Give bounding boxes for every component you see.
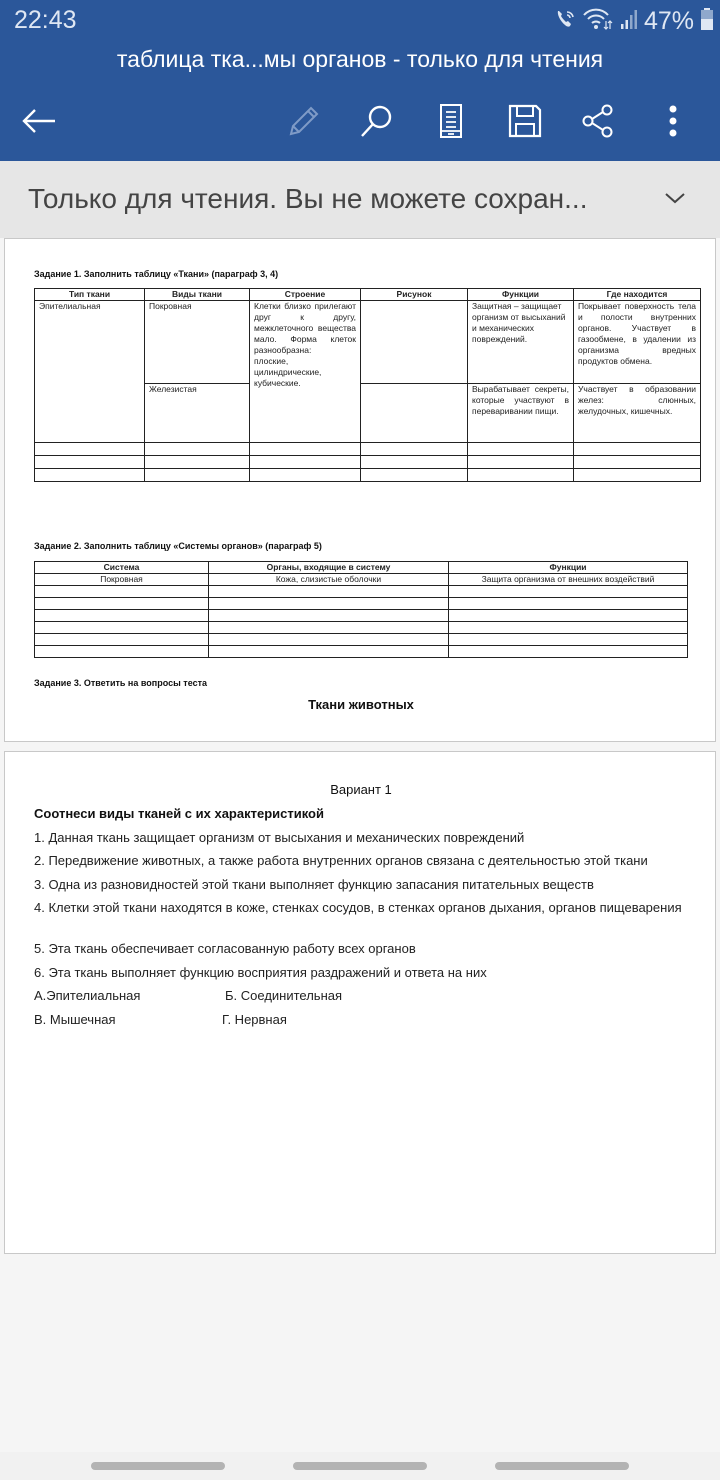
- column-header: Органы, входящие в систему: [209, 562, 449, 574]
- wifi-icon: [582, 7, 614, 36]
- option-g: Г. Нервная: [222, 1012, 287, 1027]
- column-header: Функции: [449, 562, 688, 574]
- organs-cell: Кожа, слизистые оболочки: [209, 574, 449, 586]
- table-row-empty: [35, 456, 701, 469]
- toolbar: [0, 96, 720, 146]
- app-header: [0, 0, 720, 161]
- question-5: 5. Эта ткань обеспечивает согласованную работу всех органов: [34, 941, 416, 956]
- option-v: В. Мышечная: [34, 1012, 116, 1027]
- question-3: 3. Одна из разновидностей этой ткани выполняет функцию запасания питательных веществ: [34, 877, 594, 892]
- table-row-empty: [35, 443, 701, 456]
- read-only-banner[interactable]: [0, 161, 720, 238]
- nav-recents-button[interactable]: [91, 1462, 225, 1470]
- column-header: Функции: [468, 289, 574, 301]
- save-icon: [507, 103, 543, 139]
- battery-percent: 47%: [643, 6, 694, 35]
- tissues-table: [34, 288, 701, 482]
- back-button[interactable]: [14, 96, 64, 146]
- table-row-empty: [35, 622, 688, 634]
- table-row-empty: [35, 598, 688, 610]
- column-header: Система: [35, 562, 209, 574]
- column-header: Тип ткани: [35, 289, 145, 301]
- battery-icon: [700, 7, 714, 36]
- variant-label: Вариант 1: [330, 782, 392, 797]
- tissue-kind-cell: Покровная: [145, 301, 250, 384]
- search-button[interactable]: [352, 96, 402, 146]
- task3-heading: Задание 3. Ответить на вопросы теста: [34, 678, 208, 688]
- option-b: Б. Соединительная: [225, 988, 343, 1003]
- structure-cell: [250, 301, 361, 443]
- table-row-empty: [35, 646, 688, 658]
- nav-home-button[interactable]: [293, 1462, 427, 1470]
- structure-text: плоские, цилиндрические, кубические.: [254, 356, 322, 388]
- tissue-type-cell: Эпителиальная: [35, 301, 145, 443]
- mobile-view-button[interactable]: [426, 96, 476, 146]
- test-title: Ткани животных: [308, 697, 414, 712]
- question-4: 4. Клетки этой ткани находятся в коже, стенках сосудов, в стенках органов дыхания, органов пищеварения: [34, 900, 682, 915]
- tissue-kind-cell: Железистая: [145, 384, 250, 443]
- task2-heading: Задание 2. Заполнить таблицу «Системы органов» (параграф 5): [34, 541, 322, 551]
- search-icon: [359, 103, 395, 139]
- instruction: Соотнеси виды тканей с их характеристикой: [34, 806, 324, 821]
- wifi-calling-icon: [554, 8, 576, 35]
- more-options-button[interactable]: [648, 96, 698, 146]
- task1-heading: Задание 1. Заполнить таблицу «Ткани» (параграф 3, 4): [34, 269, 279, 279]
- location-cell: Участвует в образовании желез: слюнных, желудочных, кишечных.: [574, 384, 701, 443]
- table-row: [35, 574, 688, 586]
- question-6: 6. Эта ткань выполняет функцию восприятия раздражений и ответа на них: [34, 965, 487, 980]
- save-button[interactable]: [500, 96, 550, 146]
- mobile-view-icon: [438, 103, 464, 139]
- share-button[interactable]: [573, 96, 623, 146]
- location-cell: Покрывает поверхность тела и полости внутренних органов. Участвует в газообмене, в удалении из организма вредных продуктов обмена.: [574, 301, 701, 384]
- organ-systems-table: [34, 561, 688, 658]
- functions-cell: Защита организма от внешних воздействий: [449, 574, 688, 586]
- question-2: 2. Передвижение животных, а также работа внутренних органов связана с деятельностью этой ткани: [34, 853, 648, 868]
- table-row-empty: [35, 634, 688, 646]
- drawing-cell: [361, 301, 468, 384]
- status-time: 22:43: [14, 6, 77, 34]
- function-cell: Защитная – защищает организм от высыханий и механических повреждений.: [468, 301, 574, 384]
- status-icons: [554, 6, 714, 36]
- option-a: А.Эпителиальная: [34, 988, 141, 1003]
- document-page-1: [4, 238, 716, 742]
- table-row-empty: [35, 469, 701, 482]
- system-nav-bar: [0, 1452, 720, 1480]
- status-bar: [0, 0, 720, 42]
- pencil-icon: [286, 104, 320, 138]
- system-cell: Покровная: [35, 574, 209, 586]
- structure-text: Клетки близко прилегают друг к другу, межклеточного вещества мало. Форма клеток разнообразна:: [254, 301, 356, 355]
- read-only-message: Только для чтения. Вы не можете сохран...: [28, 183, 588, 214]
- table-row-empty: [35, 610, 688, 622]
- chevron-down-icon: [664, 191, 686, 205]
- document-page-2: [4, 751, 716, 1254]
- column-header: Виды ткани: [145, 289, 250, 301]
- signal-icon: [620, 8, 638, 35]
- column-header: Где находится: [574, 289, 701, 301]
- function-cell: Вырабатывает секреты, которые участвуют в переваривании пищи.: [468, 384, 574, 443]
- edit-button[interactable]: [278, 96, 328, 146]
- back-arrow-icon: [21, 106, 57, 136]
- table-header-row: [35, 289, 701, 301]
- more-vert-icon: [668, 104, 678, 138]
- drawing-cell: [361, 384, 468, 443]
- column-header: Рисунок: [361, 289, 468, 301]
- question-1: 1. Данная ткань защищает организм от высыхания и механических повреждений: [34, 830, 525, 845]
- share-icon: [581, 104, 615, 138]
- expand-banner-button[interactable]: [660, 183, 690, 213]
- column-header: Строение: [250, 289, 361, 301]
- nav-back-button[interactable]: [495, 1462, 629, 1470]
- table-row-empty: [35, 586, 688, 598]
- table-row: [35, 301, 701, 384]
- table-header-row: [35, 562, 688, 574]
- document-title: таблица тка...мы органов - только для чтения: [116, 46, 604, 72]
